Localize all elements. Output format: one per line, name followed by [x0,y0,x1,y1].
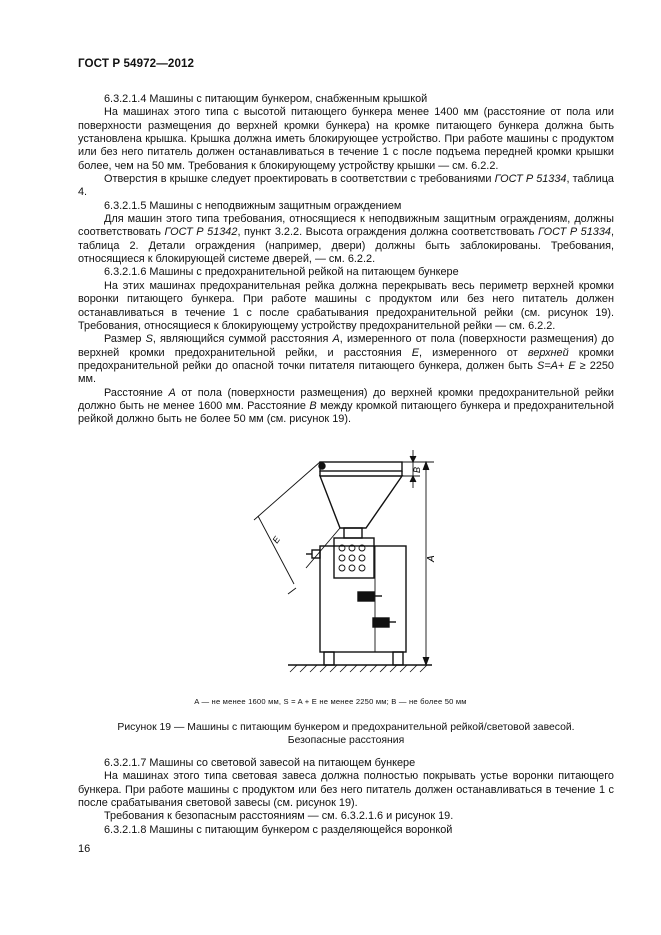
paragraph: Расстояние А от пола (поверхности размещения) до верхней кромки предохранительной рейки должно быть не менее 1600 мм. Расстояние В между кромкой питающего бункера и предохранительной рейкой должно быть не более 50 мм (см. рисунок 19). [78,386,614,426]
figure-legend: A — не менее 1600 мм, S = A + E не менее 2250 мм; B — не более 50 мм [194,697,467,706]
heading-6-3-2-1-5: 6.3.2.1.5 Машины с неподвижным защитным ограждением [104,199,402,212]
dimension-A [402,462,434,665]
heading-6-3-2-1-4: 6.3.2.1.4 Машины с питающим бункером, снабженным крышкой [104,93,428,105]
safety-rail [320,462,402,471]
handle [373,618,389,627]
machine-foot [324,652,334,665]
paragraph: Требования к безопасным расстояниям — см. 6.3.2.1.6 и рисунок 19. [104,810,454,823]
dimension-E [254,462,320,594]
figure-19-diagram [250,440,450,680]
paragraph: На этих машинах предохранительная рейка должна перекрывать весь периметр верхней кромки воронки питающего бункера. При работе машины с продуктом или без него питатель должен останавливаться в течение 1 с после срабатывания предохранительной рейки (см. рисунок 19). Требования, относящиеся к блокирующему устройству предохранительной рейки — см. 6.2.2. [78,279,614,332]
label-B: B [412,466,422,473]
heading-6-3-2-1-7: 6.3.2.1.7 Машины со световой завесой на питающем бункере [104,757,416,769]
paragraph: Для машин этого типа требования, относящиеся к неподвижным защитным ограждениям, должны соответствовать ГОСТ Р 51342, пункт 3.2.2. Высота ограждения должна соответствовать ГОСТ Р 51334, таблица 2. Детали ограждения (например, двери) должны быть заблокированы. Требования, относящиеся к блокирующей системе дверей, — см. 6.2.2. [78,213,614,266]
control-panel [334,538,374,578]
body-text-bottom [78,757,614,837]
label-E: E [270,534,283,546]
standard-reference: ГОСТ Р 51334 [494,173,567,186]
document-header: ГОСТ Р 54972—2012 [78,57,195,70]
standard-reference: ГОСТ Р 51334 [538,226,611,239]
paragraph: Отверстия в крышке следует проектировать в соответствии с требованиями ГОСТ Р 51334, таблица 4. [78,173,614,199]
figure-caption: Рисунок 19 — Машины с питающим бункером и предохранительной рейкой/световой завесой. Безопасные расстояния [117,722,575,746]
paragraph: Размер S, являющийся суммой расстояния А, измеренного от пола (поверхности размещения) до верхней кромки предохранительной рейки, и расстояния Е, измеренного от верхней кромки предохранительной рейки до опасной точки питателя питающего бункера, должен быть S=A+ E ≥ 2250 мм. [78,333,615,386]
paragraph: На машинах этого типа с высотой питающего бункера менее 1400 мм (расстояние от пола или поверхности размещения до верхней кромки бункера) на кромке питающего бункера должна быть установлена крышка. Крышка должна иметь блокирующее устройство. При работе машины с продуктом или без него питатель должен останавливаться в течение 1 с после подъема передней кромки крышки более, чем на 50 мм. Требования к блокирующему устройству крышки — см. 6.2.2. [78,106,614,172]
machine-foot [393,652,403,665]
heading-6-3-2-1-6: 6.3.2.1.6 Машины с предохранительной рейкой на питающем бункере [104,266,459,279]
hopper-neck [344,528,362,538]
handle [358,592,374,601]
page-number: 16 [78,843,91,855]
paragraph: На машинах этого типа световая завеса должна полностью покрывать устье воронки питающего бункера. При работе машины с продуктом или без него питатель должен останавливаться в течение 1 с после срабатывания световой завесы (см. рисунок 19). [78,770,614,810]
standard-reference: ГОСТ Р 51342 [164,226,238,239]
feed-hopper [320,476,402,528]
heading-6-3-2-1-8: 6.3.2.1.8 Машины с питающим бункером с разделяющейся воронкой [104,823,453,836]
label-A: A [426,555,437,562]
machine-drawing [250,440,450,680]
body-text-top [78,93,614,427]
floor-hatching [290,665,427,672]
